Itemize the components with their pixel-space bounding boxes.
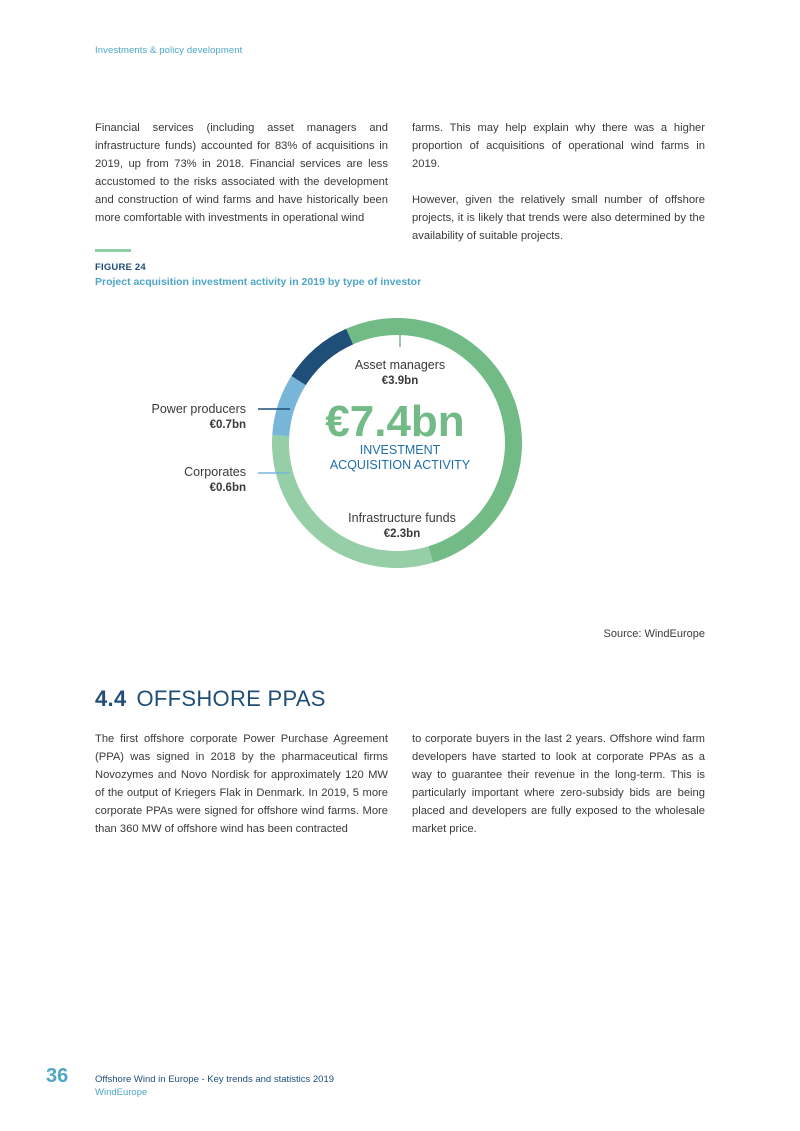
- donut-chart: [0, 300, 800, 600]
- segment-name-corporates: Corporates: [184, 465, 246, 479]
- segment-name-infrastructure-funds: Infrastructure funds: [348, 511, 456, 525]
- section-heading: [95, 686, 326, 712]
- segment-value-infrastructure-funds: €2.3bn: [383, 528, 421, 540]
- intro-paragraph-1: Financial services (including asset managers and infrastructure funds) accounted for 83% of acquisitions in 2019, up from 73% in 2018. Financial services are less accustomed to the risks associated with the development and construction of wind farms and have historically been more comfortable with investments in operational wind: [95, 122, 388, 224]
- intro-column-2: [412, 119, 705, 245]
- segment-name-asset-managers: Asset managers: [354, 358, 446, 372]
- footer-organisation: WindEurope: [95, 1087, 148, 1098]
- donut-center-value: €7.4bn: [325, 397, 465, 446]
- section-column-1: [95, 730, 388, 838]
- section-title: OFFSHORE PPAS: [136, 686, 326, 711]
- intro-text: [95, 119, 705, 245]
- section-text: [95, 730, 705, 838]
- donut-segment-power-producers: [291, 329, 353, 385]
- section-column-2: [412, 730, 705, 838]
- segment-value-power-producers: €0.7bn: [209, 419, 246, 431]
- segment-name-power-producers: Power producers: [151, 402, 246, 416]
- donut-center-caption-line-2: ACQUISITION ACTIVITY: [329, 458, 471, 472]
- figure-rule: [95, 249, 131, 252]
- section-paragraph-2: to corporate buyers in the last 2 years. Offshore wind farm developers have started to look at corporate PPAs as a way to guarantee their revenue in the long-term. This is particularly important where zero-subsidy bids are being placed and developers are fully exposed to the wholesale market price.: [412, 733, 705, 835]
- segment-value-asset-managers: €3.9bn: [381, 375, 419, 387]
- segment-value-corporates: €0.6bn: [209, 482, 246, 494]
- running-head: Investments & policy development: [95, 45, 243, 56]
- donut-center-caption-line-1: INVESTMENT: [359, 443, 441, 457]
- section-paragraph-1: The first offshore corporate Power Purchase Agreement (PPA) was signed in 2018 by the pharmaceutical firms Novozymes and Novo Nordisk for approximately 120 MW of the output of Kriegers Flak in Denmark. In 2019, 5 more corporate PPAs were signed for offshore wind farms. More than 360 MW of offshore wind has been contracted: [95, 733, 388, 835]
- intro-paragraph-3: However, given the relatively small number of offshore projects, it is likely that trends were also determined by the availability of suitable projects.: [412, 194, 705, 242]
- donut-segment-corporates: [272, 376, 306, 436]
- donut-chart-svg: [0, 300, 800, 600]
- figure-title: Project acquisition investment activity in 2019 by type of investor: [95, 276, 422, 288]
- intro-paragraph-2: farms. This may help explain why there was a higher proportion of acquisitions of operational wind farms in 2019.: [412, 122, 705, 170]
- footer-publication: Offshore Wind in Europe - Key trends and statistics 2019: [95, 1074, 335, 1085]
- figure-source: Source: WindEurope: [603, 628, 705, 640]
- page-number: 36: [46, 1065, 69, 1087]
- figure-label: FIGURE 24: [95, 262, 146, 273]
- intro-column-1: [95, 119, 388, 245]
- section-number: 4.4: [95, 686, 127, 711]
